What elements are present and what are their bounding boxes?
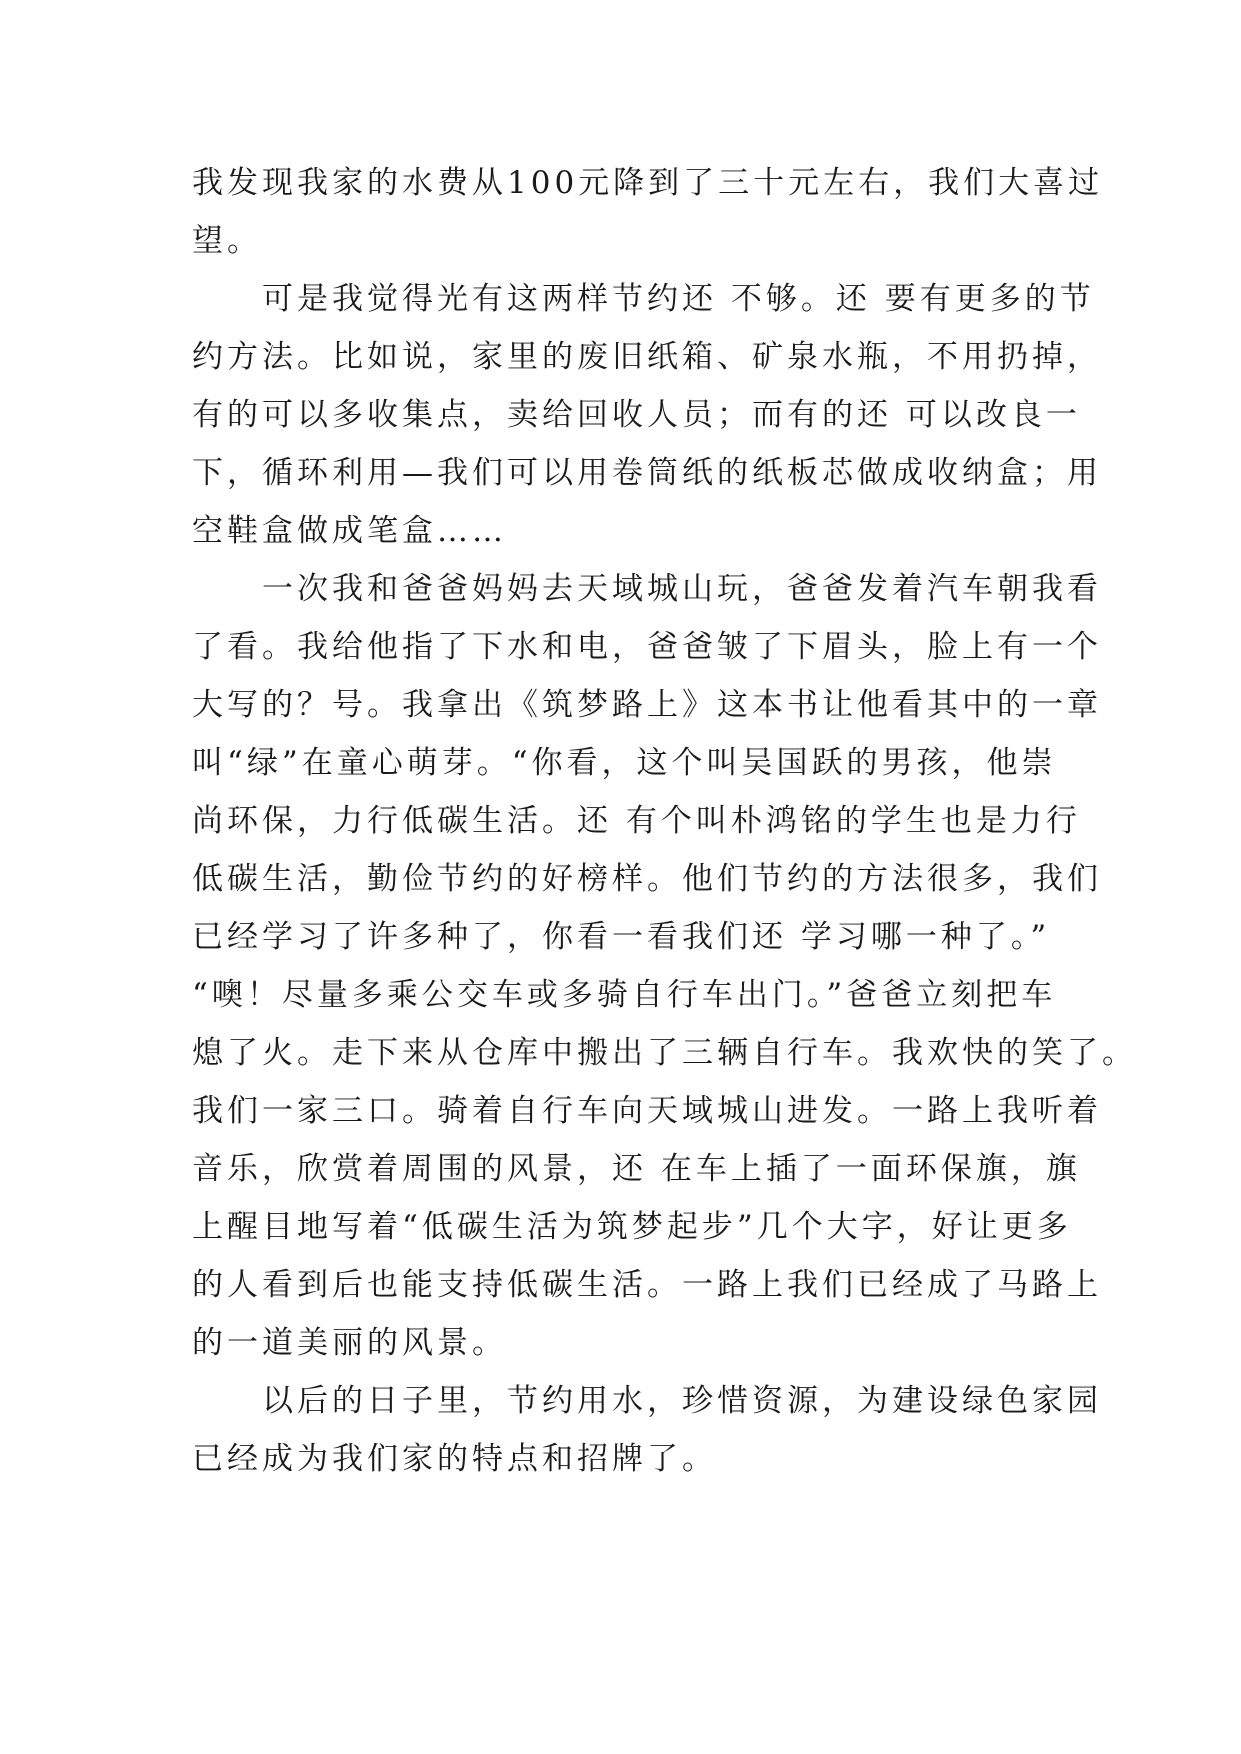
- text-line: 的一道美丽的风景。: [192, 1325, 507, 1361]
- text-line: 望。: [192, 223, 262, 259]
- text-line: 尚环保，力行低碳生活。还 有个叫朴鸿铭的学生也是力行: [192, 803, 1081, 839]
- text-line: 上醒目地写着“低碳生活为筑梦起步”几个大字，好让更多: [192, 1209, 1072, 1245]
- text-line: 我发现我家的水费从100元降到了三十元左右，我们大喜过: [192, 165, 1104, 201]
- text-line: 下，循环利用—我们可以用卷筒纸的纸板芯做成收纳盒；用: [192, 455, 1102, 491]
- text-line: 低碳生活，勤俭节约的好榜样。他们节约的方法很多，我们: [192, 861, 1102, 897]
- body-text: [192, 154, 1137, 1488]
- text-line: 有的可以多收集点，卖给回收人员；而有的还 可以改良一: [192, 397, 1081, 433]
- text-line: 叫“绿”在童心萌芽。“你看，这个叫吴国跃的男孩，他崇: [192, 745, 1057, 781]
- text-line: 我们一家三口。骑着自行车向天域城山进发。一路上我听着: [192, 1093, 1102, 1129]
- text-line: 了看。我给他指了下水和电，爸爸皱了下眉头，脸上有一个: [192, 629, 1102, 665]
- text-line: 约方法。比如说，家里的废旧纸箱、矿泉水瓶，不用扔掉，: [192, 339, 1102, 375]
- text-line: “噢！尽量多乘公交车或多骑自行车出门。”爸爸立刻把车: [192, 977, 1057, 1013]
- text-line: 音乐，欣赏着周围的风景，还 在车上插了一面环保旗，旗: [192, 1151, 1081, 1187]
- text-line: 可是我觉得光有这两样节约还 不够。还 要有更多的节: [192, 281, 1095, 317]
- text-line: 以后的日子里，节约用水，珍惜资源，为建设绿色家园: [192, 1383, 1102, 1419]
- text-line: 的人看到后也能支持低碳生活。一路上我们已经成了马路上: [192, 1267, 1102, 1303]
- text-line: 已经学习了许多种了，你看一看我们还 学习哪一种了。”: [192, 919, 1051, 955]
- text-line: 已经成为我们家的特点和招牌了。: [192, 1441, 717, 1477]
- text-line: 一次我和爸爸妈妈去天域城山玩，爸爸发着汽车朝我看: [192, 571, 1102, 607]
- text-line: 熄了火。走下来从仓库中搬出了三辆自行车。我欢快的笑了。: [192, 1035, 1137, 1071]
- text-line: 大写的？号。我拿出《筑梦路上》这本书让他看其中的一章: [192, 687, 1102, 723]
- text-line: 空鞋盒做成笔盒……: [192, 513, 507, 549]
